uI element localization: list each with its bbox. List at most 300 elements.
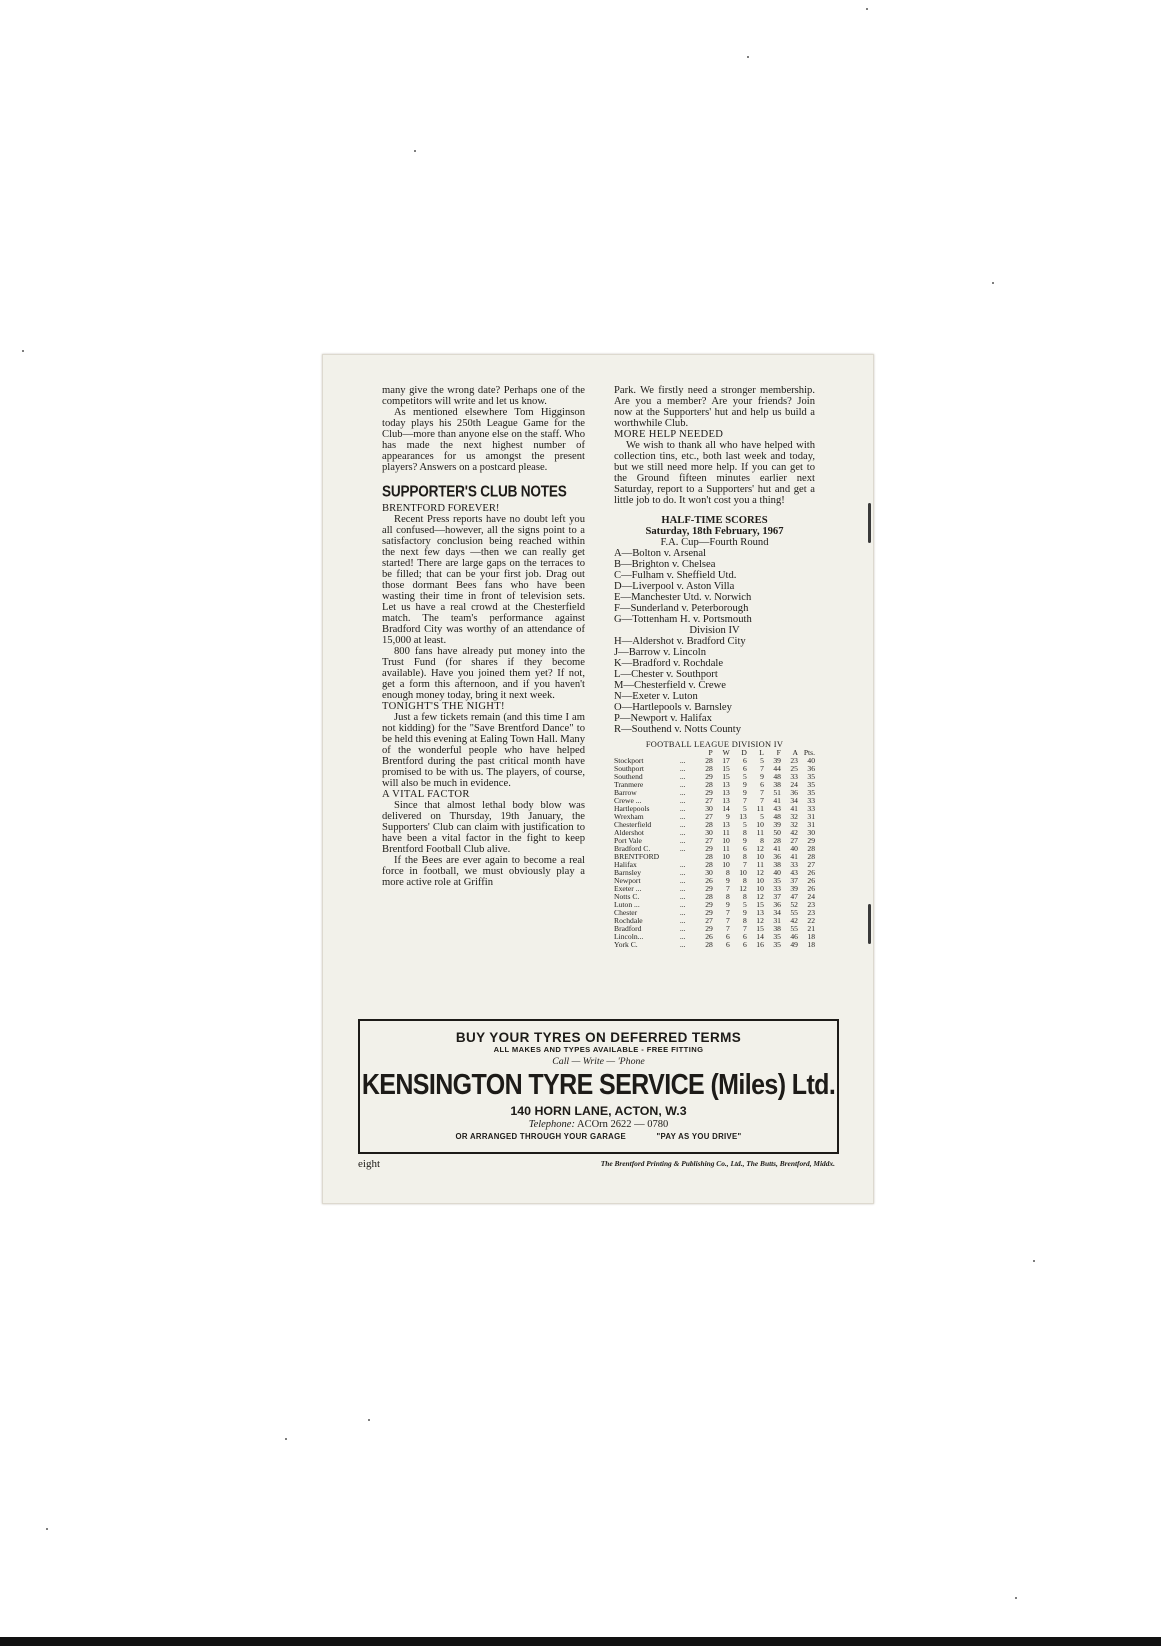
stat-cell: 31 <box>807 812 815 821</box>
stat-cell: 5 <box>743 804 747 813</box>
stat-cell: 13 <box>739 812 747 821</box>
stat-cell: 6 <box>743 844 747 853</box>
article-paragraph: Since that almost lethal body blow was delivered on Thursday, 19th January, the Supporters' Club can claim with justification to have been a vital factor in the fight to keep Brentford Football Club alive. <box>382 800 585 855</box>
stat-cell: 43 <box>790 868 798 877</box>
stat-cell: 41 <box>790 852 798 861</box>
stat-cell: 10 <box>756 820 764 829</box>
stat-cell: 7 <box>743 924 747 933</box>
stat-cell: 8 <box>743 892 747 901</box>
stat-cell: 7 <box>726 924 730 933</box>
leader-dots: ... <box>679 780 686 789</box>
intro-paragraph: many give the wrong date? Perhaps one of the competitors will write and let us know. <box>382 385 585 407</box>
stat-cell: 51 <box>773 788 781 797</box>
stat-cell: 12 <box>756 844 764 853</box>
stat-cell: 7 <box>726 916 730 925</box>
team-name: Tranmere <box>614 780 644 789</box>
stat-cell: 14 <box>756 932 764 941</box>
advert-company-name: KENSINGTON TYRE SERVICE (Miles) Ltd. <box>361 1069 836 1101</box>
stat-cell: 11 <box>756 828 764 837</box>
tyre-service-advert <box>358 1019 839 1154</box>
league-table-title: FOOTBALL LEAGUE DIVISION IV <box>645 740 784 749</box>
binding-edge <box>868 503 871 543</box>
stat-cell: 6 <box>726 932 730 941</box>
stat-cell: 33 <box>807 804 815 813</box>
stat-cell: 27 <box>705 836 713 845</box>
division-heading: Division IV <box>689 625 740 636</box>
stat-cell: 26 <box>807 876 815 885</box>
leader-dots: ... <box>679 812 686 821</box>
leader-dots: ... <box>679 796 686 805</box>
stat-cell: 15 <box>722 772 730 781</box>
stat-cell: 6 <box>726 940 730 949</box>
stat-cell: 30 <box>705 828 713 837</box>
team-name: Notts C. <box>614 892 640 901</box>
match-item: A—Bolton v. Arsenal <box>614 548 707 559</box>
stat-cell: 11 <box>756 804 764 813</box>
stat-cell: 10 <box>756 876 764 885</box>
stat-cell: 7 <box>743 860 747 869</box>
page-number: eight <box>358 1158 380 1170</box>
team-name: Wrexham <box>614 812 644 821</box>
article-paragraph: 800 fans have already put money into the Trust Fund (for shares if they become available). Have you joined them yet? If not, get a form this afternoon, and if you haven't enough money today, bring it next week. <box>382 646 585 701</box>
stat-cell: 29 <box>705 884 713 893</box>
league-table-row <box>614 877 815 885</box>
league-table-row <box>614 765 815 773</box>
stat-cell: 36 <box>773 852 781 861</box>
stat-cell: 32 <box>790 820 798 829</box>
stat-cell: 36 <box>807 764 815 773</box>
stat-cell: 23 <box>807 900 815 909</box>
league-table-row <box>614 781 815 789</box>
league-table-row <box>614 805 815 813</box>
leader-dots: ... <box>679 804 686 813</box>
leader-dots: ... <box>679 892 686 901</box>
team-name: Bradford C. <box>614 844 651 853</box>
team-name: Stockport <box>614 756 644 765</box>
stat-cell: 8 <box>760 836 764 845</box>
stat-cell: 34 <box>773 908 781 917</box>
stat-cell: 5 <box>743 772 747 781</box>
stat-cell: 15 <box>756 924 764 933</box>
stat-cell: 11 <box>722 844 730 853</box>
stat-cell: 29 <box>705 772 713 781</box>
stat-cell: 29 <box>807 836 815 845</box>
stat-cell: 37 <box>773 892 781 901</box>
stat-cell: 10 <box>722 860 730 869</box>
article-paragraph: Recent Press reports have no doubt left you all confused—however, all the signs point to a satisfactory conclusion being reached within the next few days —then we can really get started! There are large gaps on the terraces to be filled; that can be your first job. Drag out those dormant Bees fans who have been wasting their time in front of television sets. Let us have a real crowd at the Chesterfield match. The team's performance against Bradford City was worthy of an attendance of 15,000 at least. <box>382 514 585 646</box>
stat-cell: 13 <box>722 796 730 805</box>
stat-cell: 7 <box>760 764 764 773</box>
team-name: Lincoln... <box>614 932 644 941</box>
stat-cell: 35 <box>773 940 781 949</box>
division-match-list <box>614 636 815 735</box>
stat-cell: 10 <box>756 884 764 893</box>
column-header: Pts. <box>803 748 815 757</box>
stat-cell: 5 <box>760 812 764 821</box>
league-table-row <box>614 789 815 797</box>
stat-cell: 8 <box>743 916 747 925</box>
telephone-label: Telephone: <box>528 1119 575 1130</box>
stat-cell: 6 <box>760 780 764 789</box>
scan-speck <box>414 150 416 152</box>
stat-cell: 39 <box>790 884 798 893</box>
team-name: Barrow <box>614 788 637 797</box>
scan-speck <box>368 1419 370 1421</box>
stat-cell: 40 <box>807 756 815 765</box>
stat-cell: 10 <box>722 852 730 861</box>
league-table-row <box>614 941 815 949</box>
stat-cell: 6 <box>743 932 747 941</box>
leader-dots: ... <box>679 836 686 845</box>
stat-cell: 7 <box>726 908 730 917</box>
stat-cell: 9 <box>726 876 730 885</box>
stat-cell: 38 <box>773 780 781 789</box>
stat-cell: 34 <box>790 796 798 805</box>
match-item: D—Liverpool v. Aston Villa <box>614 581 735 592</box>
column-header: A <box>792 748 798 757</box>
stat-cell: 5 <box>743 900 747 909</box>
column-header: W <box>722 748 730 757</box>
leader-dots: ... <box>679 876 686 885</box>
stat-cell: 18 <box>807 940 815 949</box>
leader-dots: ... <box>679 788 686 797</box>
stat-cell: 12 <box>756 892 764 901</box>
leader-dots: ... <box>679 868 686 877</box>
stat-cell: 36 <box>790 788 798 797</box>
match-item: L—Chester v. Southport <box>614 669 718 680</box>
leader-dots: ... <box>679 772 686 781</box>
stat-cell: 6 <box>743 940 747 949</box>
advert-address: 140 HORN LANE, ACTON, W.3 <box>510 1104 687 1118</box>
stat-cell: 22 <box>807 916 815 925</box>
stat-cell: 23 <box>807 908 815 917</box>
column-header: L <box>759 748 764 757</box>
stat-cell: 28 <box>705 764 713 773</box>
stat-cell: 9 <box>743 788 747 797</box>
telephone-number: ACOrn 2622 — 0780 <box>577 1119 669 1130</box>
league-table-row <box>614 933 815 941</box>
stat-cell: 10 <box>756 852 764 861</box>
stat-cell: 10 <box>739 868 747 877</box>
stat-cell: 24 <box>807 892 815 901</box>
scan-speck <box>1015 1597 1017 1599</box>
stat-cell: 8 <box>743 828 747 837</box>
league-table-row <box>614 821 815 829</box>
stat-cell: 28 <box>807 844 815 853</box>
match-item: K—Bradford v. Rochdale <box>614 658 724 669</box>
stat-cell: 23 <box>790 756 798 765</box>
stat-cell: 10 <box>722 836 730 845</box>
team-name: York C. <box>614 940 638 949</box>
stat-cell: 25 <box>790 764 798 773</box>
stat-cell: 47 <box>790 892 798 901</box>
league-table-header <box>614 749 815 757</box>
stat-cell: 41 <box>773 844 781 853</box>
leader-dots: ... <box>679 908 686 917</box>
stat-cell: 5 <box>743 820 747 829</box>
match-item: O—Hartlepools v. Barnsley <box>614 702 732 713</box>
supporters-club-title: SUPPORTER'S CLUB NOTES <box>382 483 567 500</box>
match-item: J—Barrow v. Lincoln <box>614 647 706 658</box>
stat-cell: 48 <box>773 772 781 781</box>
stat-cell: 55 <box>790 924 798 933</box>
leader-dots: ... <box>679 756 686 765</box>
stat-cell: 33 <box>773 884 781 893</box>
leader-dots: ... <box>679 844 686 853</box>
team-name: Newport <box>614 876 641 885</box>
leader-dots: ... <box>679 884 686 893</box>
match-item: G—Tottenham H. v. Portsmouth <box>614 614 752 625</box>
leader-dots: ... <box>679 828 686 837</box>
article-paragraph: Park. We firstly need a stronger membership. Are you a member? Are your friends? Join now at the Supporters' hut and help us build a worthwhile Club. <box>614 385 815 429</box>
half-time-title: HALF-TIME SCORES <box>661 515 768 526</box>
scan-speck <box>992 282 994 284</box>
stat-cell: 28 <box>807 852 815 861</box>
section-heading: A VITAL FACTOR <box>382 789 470 800</box>
stat-cell: 35 <box>807 788 815 797</box>
stat-cell: 18 <box>807 932 815 941</box>
stat-cell: 30 <box>705 868 713 877</box>
stat-cell: 8 <box>726 868 730 877</box>
leader-dots: ... <box>679 820 686 829</box>
stat-cell: 27 <box>705 812 713 821</box>
match-item: P—Newport v. Halifax <box>614 713 712 724</box>
team-name: Barnsley <box>614 868 641 877</box>
stat-cell: 28 <box>705 940 713 949</box>
stat-cell: 26 <box>705 932 713 941</box>
leader-dots: ... <box>679 940 686 949</box>
stat-cell: 5 <box>760 756 764 765</box>
league-table-row <box>614 925 815 933</box>
stat-cell: 39 <box>773 756 781 765</box>
league-table-row <box>614 773 815 781</box>
advert-telephone <box>360 1119 837 1130</box>
intro-paragraph: As mentioned elsewhere Tom Higginson today plays his 250th League Game for the Club—more than anyone else on the staff. Who has made the next highest number of appearances for us amongst the present players? Answers on a postcard please. <box>382 407 585 473</box>
match-item: H—Aldershot v. Bradford City <box>614 636 746 647</box>
advert-footer <box>360 1132 837 1141</box>
stat-cell: 7 <box>760 796 764 805</box>
stat-cell: 9 <box>743 836 747 845</box>
stat-cell: 35 <box>807 780 815 789</box>
stat-cell: 31 <box>807 820 815 829</box>
stat-cell: 26 <box>807 868 815 877</box>
column-header: P <box>708 748 713 757</box>
league-table-row <box>614 917 815 925</box>
stat-cell: 29 <box>705 844 713 853</box>
stat-cell: 11 <box>756 860 764 869</box>
article-paragraph: If the Bees are ever again to become a real force in football, we must obviously play a more active role at Griffin <box>382 855 585 888</box>
stat-cell: 42 <box>790 916 798 925</box>
stat-cell: 12 <box>756 868 764 877</box>
stat-cell: 17 <box>722 756 730 765</box>
match-item: F—Sunderland v. Peterborough <box>614 603 749 614</box>
stat-cell: 37 <box>790 876 798 885</box>
section-heading: BRENTFORD FOREVER! <box>382 503 500 514</box>
half-time-date: Saturday, 18th February, 1967 <box>645 526 784 537</box>
stat-cell: 28 <box>705 756 713 765</box>
league-table-row <box>614 757 815 765</box>
stat-cell: 27 <box>807 860 815 869</box>
stat-cell: 28 <box>705 860 713 869</box>
left-column <box>382 385 585 888</box>
stat-cell: 28 <box>773 836 781 845</box>
team-name: Crewe ... <box>614 796 642 805</box>
stat-cell: 35 <box>807 772 815 781</box>
stat-cell: 30 <box>705 804 713 813</box>
cup-match-list <box>614 548 815 625</box>
team-name: Bradford <box>614 924 642 933</box>
scan-speck <box>747 56 749 58</box>
stat-cell: 28 <box>705 852 713 861</box>
stat-cell: 21 <box>807 924 815 933</box>
stat-cell: 7 <box>726 884 730 893</box>
league-table-body <box>614 757 815 949</box>
team-name: Southend <box>614 772 643 781</box>
section-heading: TONIGHT'S THE NIGHT! <box>382 701 505 712</box>
stat-cell: 28 <box>705 820 713 829</box>
section-heading: MORE HELP NEEDED <box>614 429 724 440</box>
stat-cell: 38 <box>773 924 781 933</box>
stat-cell: 27 <box>705 916 713 925</box>
stat-cell: 8 <box>743 852 747 861</box>
stat-cell: 52 <box>790 900 798 909</box>
binding-edge <box>868 904 871 944</box>
stat-cell: 28 <box>705 780 713 789</box>
printer-credit: The Brentford Printing & Publishing Co., Ltd., The Butts, Brentford, Middx. <box>600 1159 835 1168</box>
scan-speck <box>1033 1260 1035 1262</box>
stat-cell: 33 <box>790 772 798 781</box>
match-item: C—Fulham v. Sheffield Utd. <box>614 570 737 581</box>
stat-cell: 41 <box>790 804 798 813</box>
stat-cell: 33 <box>790 860 798 869</box>
stat-cell: 50 <box>773 828 781 837</box>
stat-cell: 43 <box>773 804 781 813</box>
team-name: Luton ... <box>614 900 640 909</box>
league-table-row <box>614 853 815 861</box>
stat-cell: 55 <box>790 908 798 917</box>
stat-cell: 29 <box>705 900 713 909</box>
stat-cell: 26 <box>705 876 713 885</box>
stat-cell: 12 <box>739 884 747 893</box>
stat-cell: 44 <box>773 764 781 773</box>
stat-cell: 49 <box>790 940 798 949</box>
advert-subline: ALL MAKES AND TYPES AVAILABLE - FREE FITTING <box>493 1045 704 1054</box>
advert-contact-methods: Call — Write — 'Phone <box>552 1056 645 1067</box>
column-header: F <box>776 748 781 757</box>
stat-cell: 29 <box>705 788 713 797</box>
leader-dots: ... <box>679 900 686 909</box>
team-name: Port Vale <box>614 836 642 845</box>
stat-cell: 16 <box>756 940 764 949</box>
leader-dots: ... <box>679 924 686 933</box>
stat-cell: 48 <box>773 812 781 821</box>
stat-cell: 41 <box>773 796 781 805</box>
stat-cell: 15 <box>722 764 730 773</box>
stat-cell: 8 <box>726 892 730 901</box>
stat-cell: 28 <box>705 892 713 901</box>
team-name: Exeter ... <box>614 884 642 893</box>
team-name: Chester <box>614 908 638 917</box>
article-paragraph: We wish to thank all who have helped with collection tins, etc., both last week and today, but we still need more help. If you can get to the Ground fifteen minutes earlier next Saturday, report to a Supporters' hut and get a little job to do. It won't cost you a thing! <box>614 440 815 506</box>
stat-cell: 30 <box>807 828 815 837</box>
league-table-row <box>614 861 815 869</box>
stat-cell: 13 <box>722 820 730 829</box>
stat-cell: 13 <box>756 908 764 917</box>
leader-dots: ... <box>679 764 686 773</box>
stat-cell: 12 <box>756 916 764 925</box>
match-item: N—Exeter v. Luton <box>614 691 698 702</box>
programme-page <box>322 354 874 1204</box>
stat-cell: 27 <box>790 836 798 845</box>
stat-cell: 9 <box>726 812 730 821</box>
article-paragraph: Just a few tickets remain (and this time I am not kidding) for the "Save Brentford Dance" to be held this evening at Ealing Town Hall. Many of the wonderful people who have helped Brentford during the past critical month have promised to be with us. The players, of course, will also be much in evidence. <box>382 712 585 789</box>
stat-cell: 13 <box>722 788 730 797</box>
stat-cell: 33 <box>807 796 815 805</box>
stat-cell: 13 <box>722 780 730 789</box>
league-table-row <box>614 869 815 877</box>
advert-slogan: "PAY AS YOU DRIVE" <box>656 1132 742 1141</box>
stat-cell: 9 <box>743 780 747 789</box>
league-table-row <box>614 893 815 901</box>
stat-cell: 7 <box>743 796 747 805</box>
stat-cell: 29 <box>705 924 713 933</box>
stat-cell: 36 <box>773 900 781 909</box>
stat-cell: 35 <box>773 932 781 941</box>
stat-cell: 9 <box>726 900 730 909</box>
team-name: Aldershot <box>614 828 644 837</box>
stat-cell: 29 <box>705 908 713 917</box>
match-item: R—Southend v. Notts County <box>614 724 742 735</box>
stat-cell: 14 <box>722 804 730 813</box>
team-name: BRENTFORD <box>614 852 660 861</box>
stat-cell: 8 <box>743 876 747 885</box>
stat-cell: 39 <box>773 820 781 829</box>
stat-cell: 35 <box>773 876 781 885</box>
cup-heading: F.A. Cup—Fourth Round <box>660 537 769 548</box>
scan-bottom-edge <box>0 1637 1161 1646</box>
leader-dots: ... <box>679 916 686 925</box>
league-table-row <box>614 909 815 917</box>
team-name: Chesterfield <box>614 820 652 829</box>
match-item: B—Brighton v. Chelsea <box>614 559 716 570</box>
advert-headline: BUY YOUR TYRES ON DEFERRED TERMS <box>455 1030 742 1045</box>
league-table-row <box>614 885 815 893</box>
stat-cell: 11 <box>722 828 730 837</box>
stat-cell: 26 <box>807 884 815 893</box>
right-column <box>614 385 815 949</box>
stat-cell: 38 <box>773 860 781 869</box>
stat-cell: 15 <box>756 900 764 909</box>
stat-cell: 6 <box>743 756 747 765</box>
team-name: Southport <box>614 764 644 773</box>
stat-cell: 32 <box>790 812 798 821</box>
team-name: Halifax <box>614 860 637 869</box>
scan-speck <box>866 8 868 10</box>
team-name: Rochdale <box>614 916 643 925</box>
stat-cell: 46 <box>790 932 798 941</box>
advert-garage-note: OR ARRANGED THROUGH YOUR GARAGE <box>455 1132 626 1141</box>
stat-cell: 9 <box>760 772 764 781</box>
stat-cell: 6 <box>743 764 747 773</box>
leader-dots: ... <box>679 860 686 869</box>
match-item: M—Chesterfield v. Crewe <box>614 680 726 691</box>
stat-cell: 7 <box>760 788 764 797</box>
stat-cell: 42 <box>790 828 798 837</box>
stat-cell: 40 <box>790 844 798 853</box>
match-item: E—Manchester Utd. v. Norwich <box>614 592 752 603</box>
stat-cell: 24 <box>790 780 798 789</box>
scan-speck <box>22 350 24 352</box>
